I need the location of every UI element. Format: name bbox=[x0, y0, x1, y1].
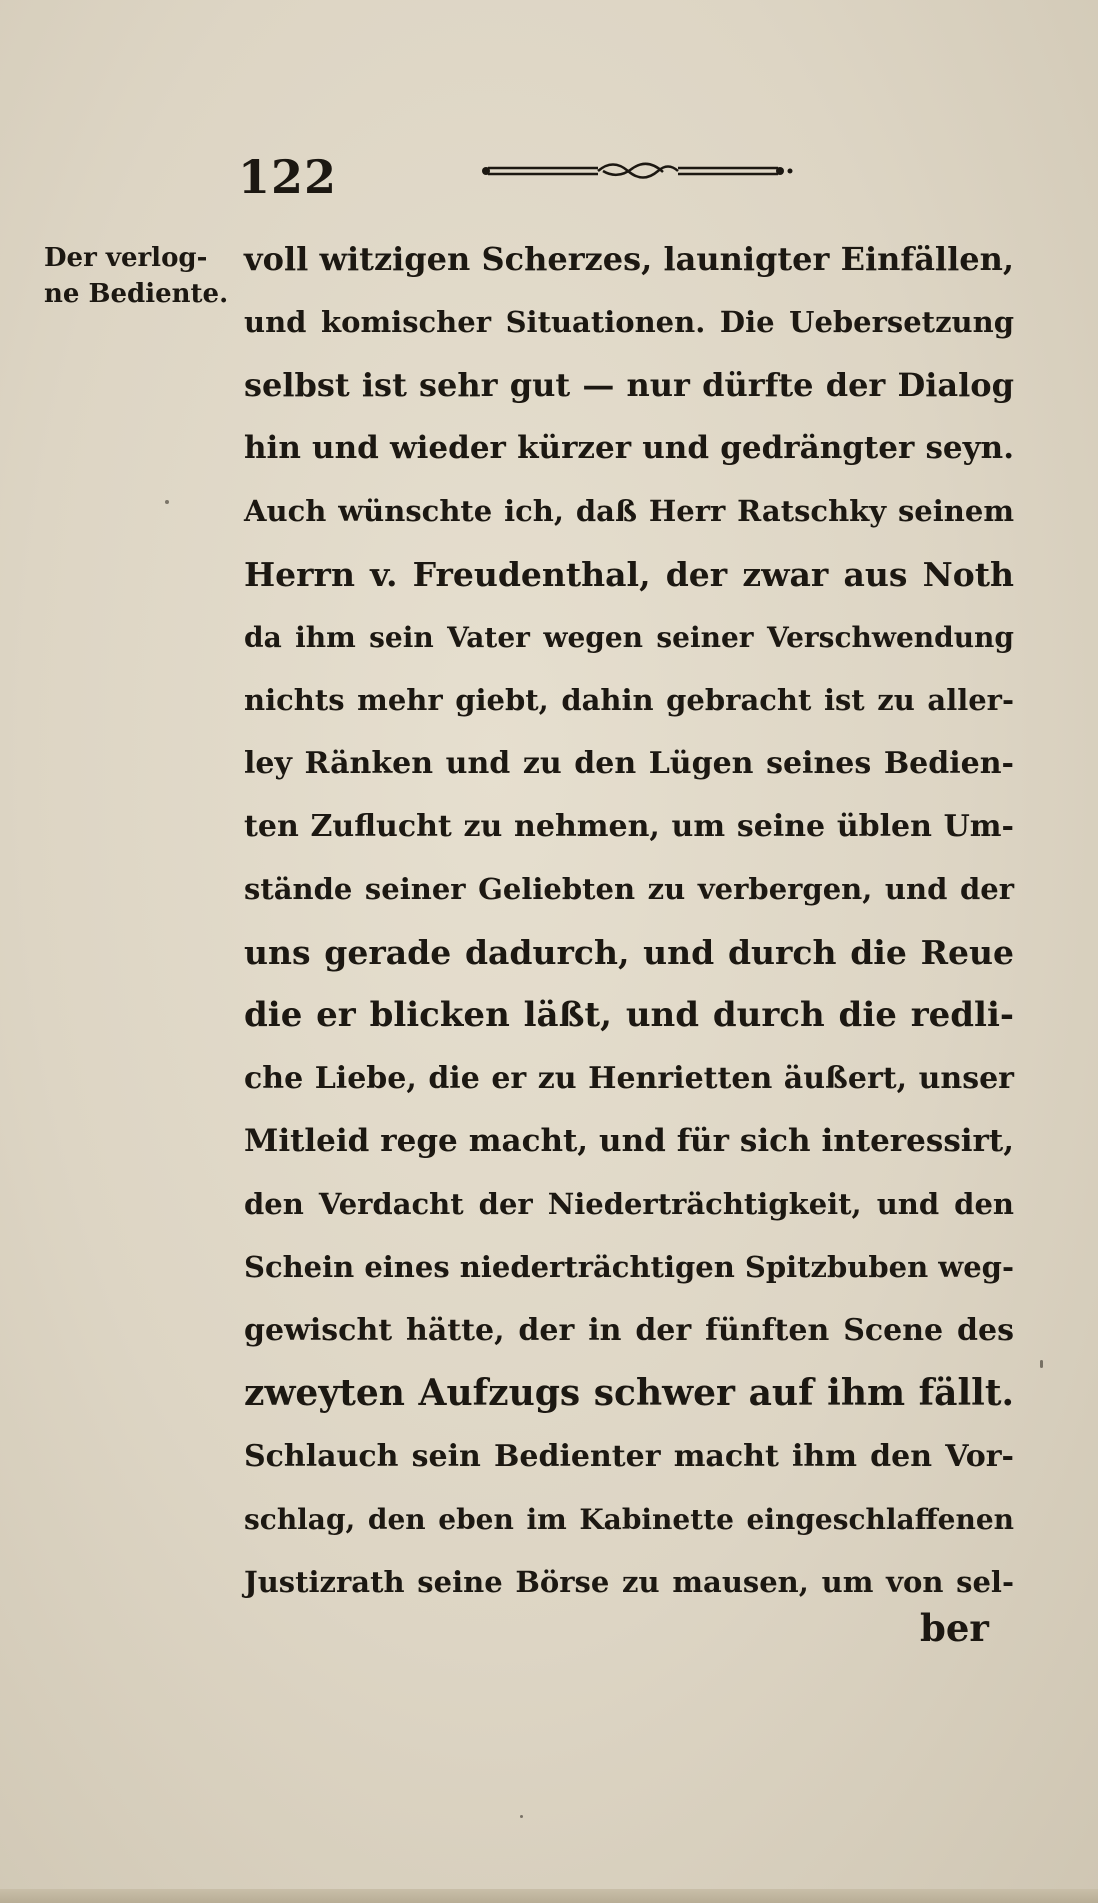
paper-speck bbox=[165, 500, 169, 504]
body-text bbox=[244, 228, 1014, 1614]
text-line: Schlauch sein Bedienter macht ihm den Vor- bbox=[244, 1439, 1014, 1474]
text-line: da ihm sein Vater wegen seiner Verschwendung bbox=[244, 621, 1014, 654]
margin-note bbox=[44, 240, 244, 312]
text-line: ten Zuflucht zu nehmen, um seine üblen Um- bbox=[244, 809, 1014, 844]
margin-note-line: Der verlog- bbox=[44, 243, 208, 273]
paper-speck bbox=[1040, 1360, 1043, 1368]
text-line: uns gerade dadurch, und durch die Reue bbox=[244, 933, 1014, 972]
text-line: den Verdacht der Niederträchtigkeit, und den bbox=[244, 1187, 1014, 1221]
text-line: ley Ränken und zu den Lügen seines Bedien- bbox=[244, 746, 1014, 781]
text-line: selbst ist sehr gut — nur dürfte der Dialog bbox=[244, 366, 1014, 404]
text-line: Auch wünschte ich, daß Herr Ratschky seinem bbox=[244, 494, 1014, 528]
margin-note-line: ne Bediente. bbox=[44, 279, 229, 309]
text-line: nichts mehr giebt, dahin gebracht ist zu aller- bbox=[244, 683, 1014, 717]
page-number: 122 bbox=[238, 150, 338, 204]
text-line: gewischt hätte, der in der fünften Scene des bbox=[244, 1313, 1014, 1348]
text-line: stände seiner Geliebten zu verbergen, und der bbox=[244, 872, 1014, 906]
catchword: ber bbox=[920, 1606, 989, 1650]
text-line: Justizrath seine Börse zu mausen, um von sel- bbox=[244, 1565, 1014, 1599]
text-line: Herrn v. Freudenthal, der zwar aus Noth bbox=[244, 555, 1014, 594]
text-line: hin und wieder kürzer und gedrängter seyn. bbox=[244, 430, 1014, 466]
text-line: die er blicken läßt, und durch die redli- bbox=[244, 995, 1014, 1035]
header-ornament bbox=[478, 150, 798, 190]
text-line: schlag, den eben im Kabinette eingeschlaffenen bbox=[244, 1503, 1014, 1536]
text-line: voll witzigen Scherzes, launigter Einfällen, bbox=[244, 240, 1014, 278]
page-bottom-edge bbox=[0, 1889, 1098, 1903]
paper-speck bbox=[520, 1815, 523, 1818]
text-line: che Liebe, die er zu Henrietten äußert, unser bbox=[244, 1061, 1014, 1096]
text-line: Mitleid rege macht, und für sich interessirt, bbox=[244, 1123, 1014, 1159]
text-line: zweyten Aufzugs schwer auf ihm fällt. bbox=[244, 1372, 1014, 1414]
text-line: Schein eines niederträchtigen Spitzbuben weg- bbox=[244, 1250, 1014, 1284]
text-line: und komischer Situationen. Die Uebersetzung bbox=[244, 305, 1014, 339]
